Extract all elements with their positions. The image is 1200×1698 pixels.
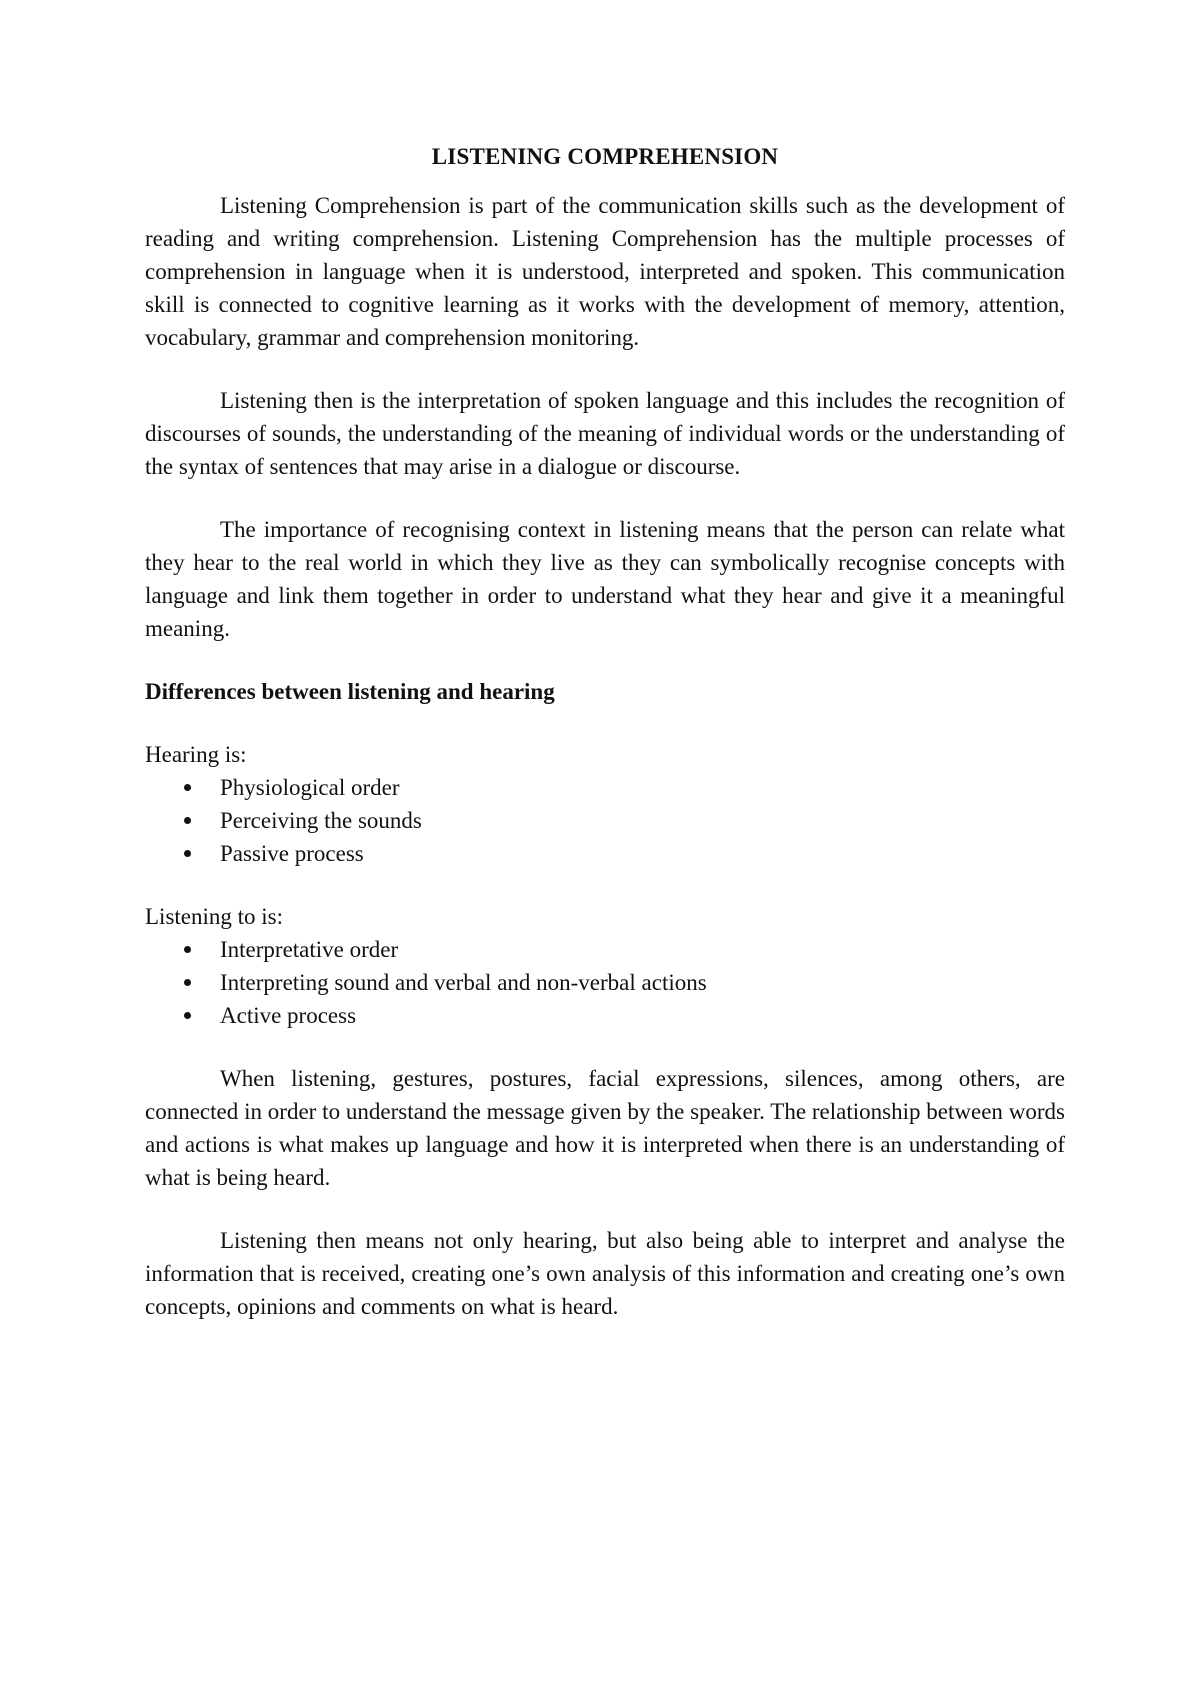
hearing-list-intro: Hearing is: [145,742,247,767]
list-item [145,966,1065,999]
list-item-text: Interpretative order [220,937,399,962]
bullet-icon [184,850,191,857]
paragraph-closing-1: When listening, gestures, postures, facial expressions, silences, among others, are connected in order to understand the message given by the speaker. The relationship between words and actions is what makes up language and how it is interpreted when there is an understanding of what is being heard. [145,1066,1065,1190]
listening-list [145,933,1065,1032]
list-item-text: Active process [220,1003,357,1028]
paragraph-intro-1: Listening Comprehension is part of the communication skills such as the development of reading and writing comprehension. Listening Comprehension has the multiple processes of comprehension in language when it is understood, interpreted and spoken. This communication skill is connected to cognitive learning as it works with the development of memory, attention, vocabulary, grammar and comprehension monitoring. [145,193,1065,350]
list-item [145,933,1065,966]
list-item-text: Physiological order [220,775,400,800]
section-heading: Differences between listening and hearing [145,679,555,704]
paragraph-intro-2: Listening then is the interpretation of spoken language and this includes the recognition of discourses of sounds, the understanding of the meaning of individual words or the understanding of the syntax of sentences that may arise in a dialogue or discourse. [145,388,1065,479]
bullet-icon [184,1012,191,1019]
hearing-list [145,771,1065,870]
paragraph-intro-3: The importance of recognising context in listening means that the person can relate what they hear to the real world in which they live as they can symbolically recognise concepts with language and link them together in order to understand what they hear and give it a meaningful meaning. [145,517,1065,641]
list-item [145,771,1065,804]
bullet-icon [184,946,191,953]
list-item [145,999,1065,1032]
document-page [145,140,1065,1353]
bullet-icon [184,817,191,824]
list-item-text: Perceiving the sounds [220,808,422,833]
page-title: LISTENING COMPREHENSION [431,144,779,169]
paragraph-closing-2: Listening then means not only hearing, but also being able to interpret and analyse the information that is received, creating one’s own analysis of this information and creating one’s own concepts, opinions and comments on what is heard. [145,1228,1065,1319]
list-item [145,837,1065,870]
list-item-text: Interpreting sound and verbal and non-verbal actions [220,970,707,995]
bullet-icon [184,784,191,791]
bullet-icon [184,979,191,986]
list-item [145,804,1065,837]
list-item-text: Passive process [220,841,364,866]
listening-list-intro: Listening to is: [145,904,283,929]
